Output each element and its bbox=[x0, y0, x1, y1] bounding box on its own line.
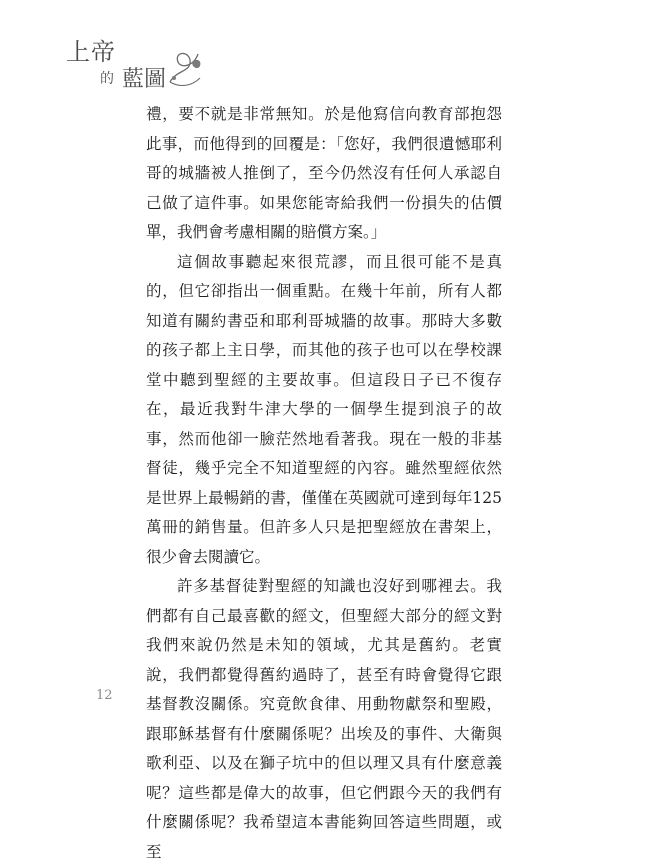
paragraph: 禮，要不就是非常無知。於是他寫信向教育部抱怨此事，而他得到的回覆是：「您好，我們很遺憾耶利哥的城牆被人推倒了，至今仍然沒有任何人承認自己做了這件事。如果您能寄給我們一份損失的估價單，我們會考慮相關的賠償方案。」 bbox=[146, 105, 502, 241]
header-title-bottom: 藍圖 bbox=[122, 67, 167, 92]
running-header bbox=[66, 28, 206, 100]
page-number: 12 bbox=[96, 688, 113, 703]
body-text bbox=[146, 100, 502, 867]
paragraph: 許多基督徒對聖經的知識也沒好到哪裡去。我們都有自己最喜歡的經文，但聖經大部分的經文對我們來說仍然是未知的領域，尤其是舊約。老實說，我們都覺得舊約過時了，甚至有時會覺得它跟基督教沒關係。究竟飲食律、用動物獻祭和聖殿，跟耶穌基督有什麼關係呢？出埃及的事件、大衛與歌利亞、以及在獅子坑中的但以理又具有什麼意義呢？這些都是偉大的故事，但它們跟今天的我們有什麼關係呢？我希望這本書能夠回答這些問題，或至 bbox=[146, 577, 502, 861]
header-title-top: 上帝 bbox=[66, 38, 116, 66]
paragraph: 這個故事聽起來很荒謬，而且很可能不是真的，但它卻指出一個重點。在幾十年前，所有人都知道有關約書亞和耶利哥城牆的故事。那時大多數的孩子都上主日學，而其他的孩子也可以在學校課堂中聽到聖經的主要故事。但這段日子已不復存在，最近我對牛津大學的一個學生提到浪子的故事，然而他卻一臉茫然地看著我。現在一般的非基督徒，幾乎完全不知道聖經的內容。雖然聖經依然是世界上最暢銷的書，僅僅在英國就可達到每年125萬冊的銷售量。但許多人只是把聖經放在書架上，很少會去閱讀它。 bbox=[146, 252, 502, 566]
flourish-ornament-icon bbox=[162, 42, 206, 94]
header-title-particle: 的 bbox=[100, 71, 114, 87]
